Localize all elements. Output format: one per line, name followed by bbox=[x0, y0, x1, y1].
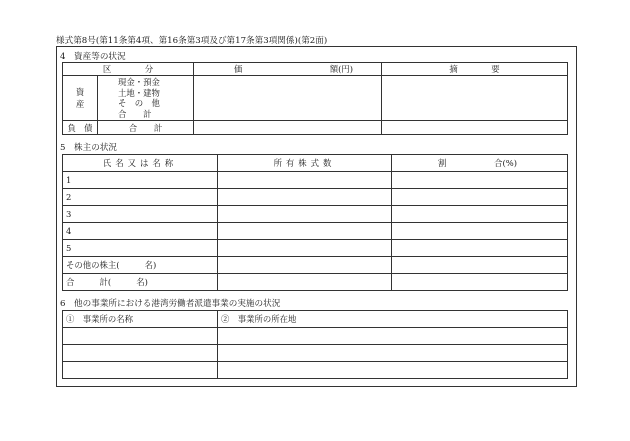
section6-title: 6 他の事業所における港湾労働者派遣事業の実施の状況 bbox=[60, 299, 281, 309]
header-ratio-right: 合(%) bbox=[494, 158, 517, 168]
ratio-cell[interactable] bbox=[392, 223, 568, 240]
shareholder-row-4[interactable]: 4 bbox=[63, 223, 218, 240]
asset-item-total: 合 計 bbox=[118, 108, 152, 119]
shareholder-total-label: 合 計( 名) bbox=[63, 274, 218, 291]
asset-label-bottom: 産 bbox=[75, 99, 85, 109]
asset-item-other: そ の 他 bbox=[118, 98, 160, 108]
ratio-cell[interactable] bbox=[392, 206, 568, 223]
header-office-name: ① 事業所の名称 bbox=[63, 311, 218, 328]
ratio-cell[interactable] bbox=[392, 189, 568, 206]
liability-amount-cell[interactable] bbox=[194, 121, 382, 135]
shares-cell[interactable] bbox=[218, 274, 392, 291]
section5-title: 5 株主の状況 bbox=[60, 143, 118, 153]
shareholder-row-5[interactable]: 5 bbox=[63, 240, 218, 257]
shares-cell[interactable] bbox=[218, 240, 392, 257]
shares-cell[interactable] bbox=[218, 206, 392, 223]
header-category: 区 分 bbox=[63, 63, 194, 76]
liability-label: 負 債 bbox=[63, 121, 98, 135]
liability-summary-cell[interactable] bbox=[382, 121, 568, 135]
header-amount bbox=[194, 63, 382, 76]
asset-items-cell bbox=[98, 76, 194, 121]
office-location-cell[interactable] bbox=[218, 345, 568, 362]
asset-summary-cell[interactable] bbox=[382, 76, 568, 121]
shares-cell[interactable] bbox=[218, 223, 392, 240]
header-shares: 所有株式数 bbox=[218, 155, 392, 172]
shares-cell[interactable] bbox=[218, 257, 392, 274]
shares-cell[interactable] bbox=[218, 189, 392, 206]
shareholder-row-2[interactable]: 2 bbox=[63, 189, 218, 206]
header-amount-right: 額(円) bbox=[329, 64, 353, 74]
form-title: 様式第8号(第11条第4項、第16条第3項及び第17条第3項関係)(第2面) bbox=[56, 36, 328, 46]
header-amount-left: 価 bbox=[234, 64, 243, 74]
ratio-cell[interactable] bbox=[392, 257, 568, 274]
shareholder-table bbox=[62, 154, 568, 291]
office-name-cell[interactable] bbox=[63, 362, 218, 379]
other-shareholders-label: その他の株主( 名) bbox=[63, 257, 218, 274]
asset-item-land: 土地・建物 bbox=[118, 87, 160, 98]
header-ratio bbox=[392, 155, 568, 172]
office-table bbox=[62, 310, 568, 379]
shares-cell[interactable] bbox=[218, 172, 392, 189]
header-office-location: ② 事業所の所在地 bbox=[218, 311, 568, 328]
header-ratio-left: 割 bbox=[438, 158, 447, 168]
ratio-cell[interactable] bbox=[392, 172, 568, 189]
ratio-cell[interactable] bbox=[392, 240, 568, 257]
office-name-cell[interactable] bbox=[63, 328, 218, 345]
header-summary: 摘 要 bbox=[382, 63, 568, 76]
asset-label-cell bbox=[63, 76, 98, 121]
section4-title: 4 資産等の状況 bbox=[60, 52, 126, 62]
asset-item-cash: 現金・預金 bbox=[118, 77, 160, 87]
office-location-cell[interactable] bbox=[218, 328, 568, 345]
shareholder-row-3[interactable]: 3 bbox=[63, 206, 218, 223]
header-holder-name: 氏名又は名称 bbox=[63, 155, 218, 172]
ratio-cell[interactable] bbox=[392, 274, 568, 291]
office-location-cell[interactable] bbox=[218, 362, 568, 379]
shareholder-row-1[interactable]: 1 bbox=[63, 172, 218, 189]
office-name-cell[interactable] bbox=[63, 345, 218, 362]
liability-item: 合 計 bbox=[98, 121, 194, 135]
asset-label-top: 資 bbox=[75, 87, 85, 97]
asset-amount-cell[interactable] bbox=[194, 76, 382, 121]
asset-table bbox=[62, 62, 568, 135]
